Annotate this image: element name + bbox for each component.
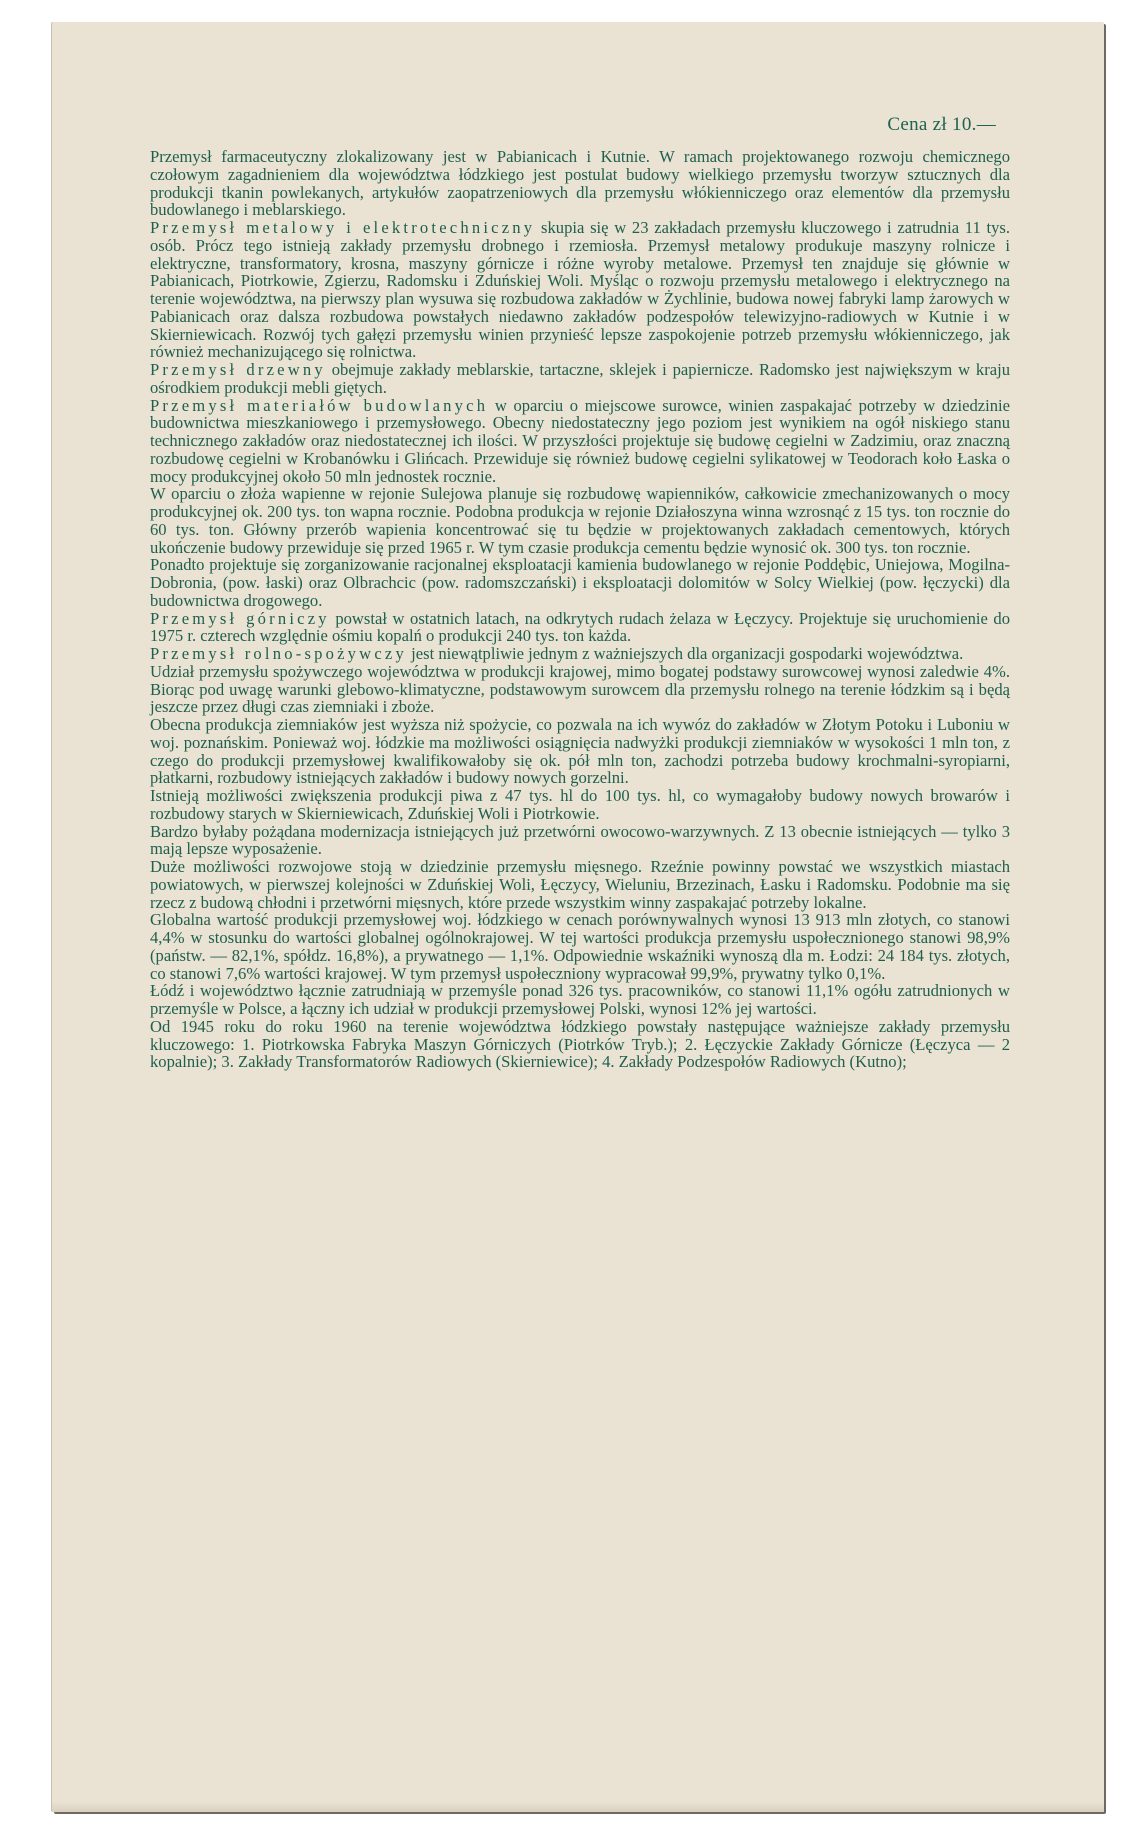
paragraph-text: W oparciu o złoża wapienne w rejonie Sulejowa planuje się rozbudowę wapienników, całkowicie zmechanizowanych o mocy produkcyjnej ok. 200 tys. ton wapna rocznie. Podobna produkcja w rejonie Działoszyna winna wzrosnąć z 15 tys. ton rocznie do 60 tys. ton. Główny przerób wapienia koncentrować się tu będzie w projektowanych zakładach cementowych, których ukończenie budowy przewiduje się przed 1965 r. W tym czasie produkcja cementu będzie wynosić ok. 300 tys. ton rocznie. bbox=[150, 484, 1010, 557]
paragraph bbox=[150, 645, 1010, 663]
section-heading: Przemysł materiałów budowlanych bbox=[150, 395, 489, 415]
paragraph-text: Duże możliwości rozwojowe stoją w dziedzinie przemysłu mięsnego. Rzeźnie powinny powstać we wszystkich miastach powiatowych, w pierwszej kolejności w Zduńskiej Woli, Łęczycy, Wieluniu, Brzezinach, Łasku i Radomsku. Podobnie ma się rzecz z budową chłodni i przetwórni mięsnych, które przede wszystkim winny zaspakajać potrzeby lokalne. bbox=[150, 857, 1010, 912]
paragraph-text: Bardzo byłaby pożądana modernizacja istniejących już przetwórni owocowo-warzywnych. Z 13 obecnie istniejących — tylko 3 mają lepsze wyposażenie. bbox=[150, 821, 1010, 859]
paragraph-text: w oparciu o miejscowe surowce, winien zaspakajać potrzeby w dziedzinie budownictwa mieszkaniowego i przemysłowego. Obecny niedostateczny jego poziom jest wynikiem na ogół niskiego stanu technicznego zakładów oraz niedostatecznej ich ilości. W przyszłości projektuje się budowę cegielni w Zadzimiu, oraz znaczną rozbudowę cegielni w Krobanówku i Glińcach. Przewiduje się również budowę cegielni sylikatowej w Teodorach koło Łaska o mocy produkcyjnej około 50 mln jednostek rocznie. bbox=[150, 395, 1011, 486]
section-heading: Przemysł metalowy i elektrotechniczny bbox=[150, 218, 536, 237]
paragraph bbox=[150, 397, 1010, 486]
paragraph bbox=[150, 361, 1010, 397]
price-label: Cena zł 10.— bbox=[887, 114, 996, 135]
paragraph-text: obejmuje zakłady meblarskie, tartaczne, sklejek i papiernicze. Radomsko jest największym w kraju ośrodkiem produkcji mebli giętych. bbox=[150, 360, 1010, 397]
section-heading: Przemysł rolno-spożywczy bbox=[150, 644, 407, 663]
paragraph bbox=[150, 911, 1010, 982]
paragraph bbox=[150, 1018, 1010, 1071]
paragraph-text: Przemysł farmaceutyczny zlokalizowany jest w Pabianicach i Kutnie. W ramach projektowanego rozwoju chemicznego czołowym zagadnieniem dla województwa łódzkiego jest postulat budowy wielkiego przemysłu tworzyw sztucznych dla produkcji tkanin powlekanych, artykułów zaopatrzeniowych dla przemysłu włókienniczego oraz elementów dla przemysłu budowlanego i meblarskiego. bbox=[150, 147, 1010, 220]
paragraph-text: Łódź i województwo łącznie zatrudniają w przemyśle ponad 326 tys. pracowników, co stanowi 11,1% ogółu zatrudnionych w przemyśle w Polsce, a łączny ich udział w produkcji przemysłowej Polski, wynosi 12% jej wartości. bbox=[150, 981, 1010, 1018]
paragraph bbox=[150, 716, 1010, 787]
paragraph bbox=[150, 823, 1010, 859]
document-page bbox=[52, 22, 1104, 1812]
paragraph bbox=[150, 787, 1010, 823]
paragraph-text: Istnieją możliwości zwiększenia produkcji piwa z 47 tys. hl do 100 tys. hl, co wymagałoby budowy nowych browarów i rozbudowy starych w Skierniewicach, Zduńskiej Woli i Piotrkowie. bbox=[150, 786, 1010, 823]
paragraph-text: skupia się w 23 zakładach przemysłu kluczowego i zatrudnia 11 tys. osób. Prócz tego istnieją zakłady przemysłu drobnego i rzemiosła. Przemysł metalowy produkuje maszyny rolnicze i elektryczne, transformatory, krosna, maszyny górnicze i różne wyroby metalowe. Przemysł ten znajduje się głównie w Pabianicach, Piotrkowie, Zgierzu, Radomsku i Zduńskiej Woli. Myśląc o rozwoju przemysłu metalowego i elektrycznego na terenie województwa, na pierwszy plan wysuwa się rozbudowa zakładów w Żychlinie, budowa nowej fabryki lamp żarowych w Pabianicach oraz dalsza rozbudowa powstałych niedawno zakładów podzespołów telewizyjno-radiowych w Kutnie i w Skierniewicach. Rozwój tych gałęzi przemysłu winien przynieść lepsze zaspokojenie potrzeb przemysłu włókienniczego, jak również mechanizującego się rolnictwa. bbox=[150, 218, 1011, 362]
paragraph bbox=[150, 663, 1010, 716]
paragraph-text: jest niewątpliwie jednym z ważniejszych dla organizacji gospodarki województwa. bbox=[406, 644, 964, 663]
paragraph bbox=[150, 556, 1010, 609]
paragraph-text: powstał w ostatnich latach, na odkrytych rudach żelaza w Łęczycy. Projektuje się uruchomienie do 1975 r. czterech względnie ośmiu kopalń o produkcji 240 tys. ton każda. bbox=[150, 608, 1010, 646]
paragraph-text: Od 1945 roku do roku 1960 na terenie województwa łódzkiego powstały następujące ważniejsze zakłady przemysłu kluczowego: 1. Piotrkowska Fabryka Maszyn Górniczych (Piotrków Tryb.); 2. Łęczyckie Zakłady Górnicze (Łęczyca — 2 kopalnie); 3. Zakłady Transformatorów Radiowych (Skierniewice); 4. Zakłady Podzespołów Radiowych (Kutno); bbox=[150, 1016, 1010, 1072]
section-heading: Przemysł górniczy bbox=[150, 608, 330, 628]
paragraph bbox=[150, 219, 1010, 361]
paragraph bbox=[150, 148, 1010, 219]
paragraph-text: Udział przemysłu spożywczego województwa w produkcji krajowej, mimo bogatej podstawy surowcowej wynosi zaledwie 4%. Biorąc pod uwagę warunki glebowo-klimatyczne, podstawowym surowcem dla przemysłu rolnego na terenie łódzkim są i będą jeszcze przez długi czas ziemniaki i zboże. bbox=[150, 661, 1010, 717]
paragraph-text: Obecna produkcja ziemniaków jest wyższa niż spożycie, co pozwala na ich wywóz do zakładów w Złotym Potoku i Luboniu w woj. poznańskim. Ponieważ woj. łódzkie ma możliwości osiągnięcia nadwyżki produkcji ziemniaków w wysokości 1 mln ton, z czego do produkcji przemysłowej kwalifikowałoby się ok. pół mln ton, zachodzi potrzeba budowy krochmalni-syropiarni, płatkarni, rozbudowy istniejących zakładów i budowy nowych gorzelni. bbox=[150, 715, 1010, 788]
paragraph-text: Ponadto projektuje się zorganizowanie racjonalnej eksploatacji kamienia budowlanego w rejonie Poddębic, Uniejowa, Mogilna-Dobronia, (pow. łaski) oraz Olbrachcic (pow. radomszczański) i eksploatacji dolomitów w Solcy Wielkiej (pow. łęczycki) dla budownictwa drogowego. bbox=[150, 555, 1010, 610]
body-text bbox=[150, 148, 1010, 1071]
paragraph-text: Globalna wartość produkcji przemysłowej woj. łódzkiego w cenach porównywalnych wynosi 13 913 mln złotych, co stanowi 4,4% w stosunku do wartości globalnej ogólnokrajowej. W tej wartości produkcja przemysłu uspołecznionego stanowi 98,9% (państw. — 82,1%, spółdz. 16,8%), a prywatnego — 1,1%. Odpowiednie wskaźniki wynoszą dla m. Łodzi: 24 184 tys. złotych, co stanowi 7,6% wartości krajowej. W tym przemysł uspołeczniony wypracował 99,9%, prywatny tylko 0,1%. bbox=[150, 910, 1010, 983]
paragraph bbox=[150, 485, 1010, 556]
paragraph bbox=[150, 982, 1010, 1018]
paragraph bbox=[150, 610, 1010, 646]
paragraph bbox=[150, 858, 1010, 911]
section-heading: Przemysł drzewny bbox=[150, 360, 326, 379]
